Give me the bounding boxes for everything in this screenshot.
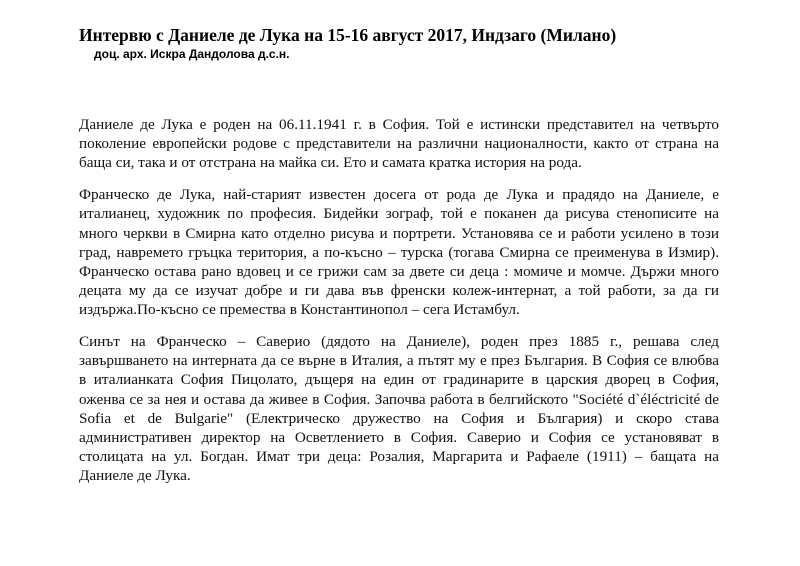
- paragraph-2: Франческо де Лука, най-старият известен досега от рода де Лука и прадядо на Даниеле, е италианец, художник по професия. Бидейки зограф, той е поканен да рисува стенописите на много черкви в Смирна като отделно рисува и портрети. Установява се и работи усилено в този град, навремето гръцка територия, а по-късно – турска (тогава Смирна се преименува в Измир). Франческо остава рано вдовец и се грижи сам за двете си деца : момиче и момче. Държи много децата му да се изучат добре и ги дава във френски колеж-интернат, а той работи, за да ги издържа.По-късно се премества в Константинопол – сега Истамбул.: [79, 186, 719, 319]
- paragraph-1: Даниеле де Лука е роден на 06.11.1941 г. в София. Той е истински представител на четвърто поколение европейски родове с представители на различни националности, както от страна на баща си, така и от отстрана на майка си. Ето и самата кратка история на рода.: [79, 116, 719, 172]
- paragraph-3: Синът на Франческо – Саверио (дядото на Даниеле), роден през 1885 г., решава след завършването на интерната да се върне в Италия, а пътят му е през България. В София се влюбва в италианката София Пицолато, дъщеря на един от градинарите в царския дворец в София, оженва се за нея и остава да живее в София. Започва работа в белгийското "Société d`éléctricité de Sofia et de Bulgarie" (Електрическо дружество на София и България) и скоро става административен директор на Осветлението в София. Саверио и София се установяват в столицата на ул. Богдан. Имат три деца: Розалия, Маргарита и Рафаеле (1911) – бащата на Даниеле де Лука.: [79, 333, 719, 485]
- document-body: [79, 115, 719, 498]
- document-title: Интервю с Даниеле де Лука на 15-16 август 2017, Индзаго (Милано): [79, 25, 617, 45]
- document-author: доц. арх. Искра Дандолова д.с.н.: [94, 47, 290, 61]
